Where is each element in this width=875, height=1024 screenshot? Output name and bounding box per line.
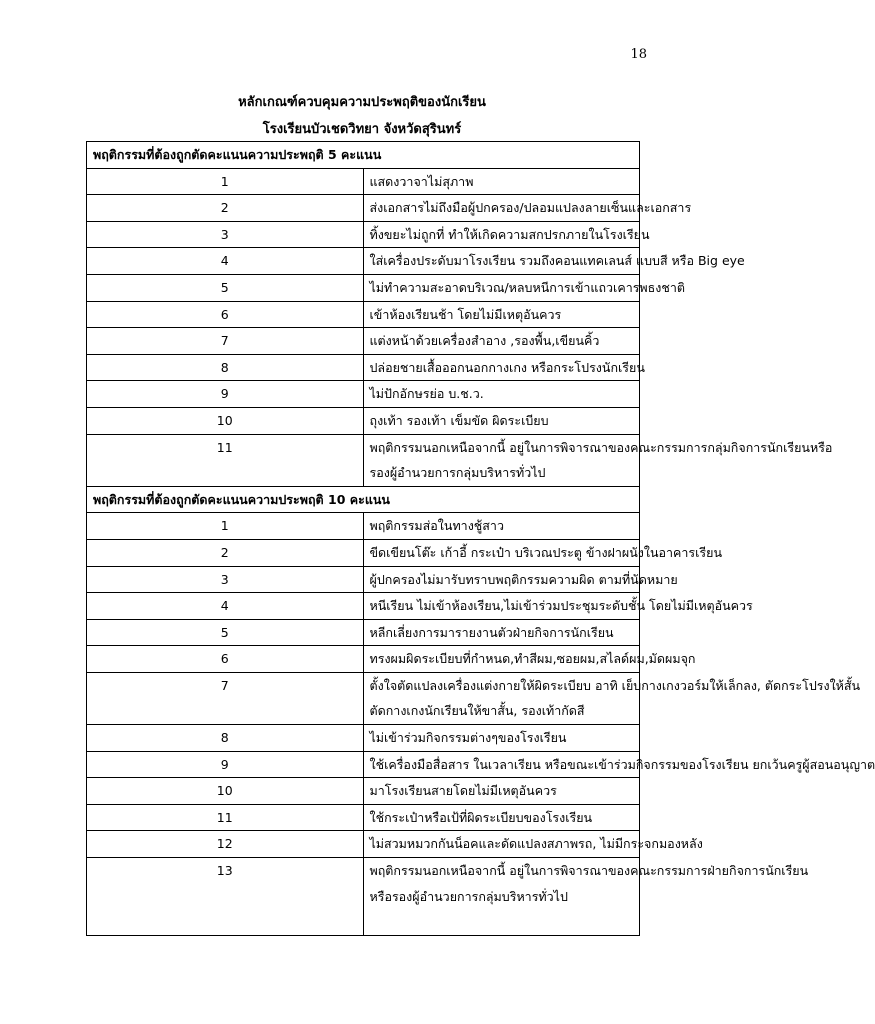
table-row <box>87 566 640 593</box>
table-filler-row <box>87 909 640 936</box>
item-text-line: รองผู้อำนวยการกลุ่มบริหารทั่วไป <box>369 465 546 481</box>
item-text-line: แต่งหน้าด้วยเครื่องสำอาง ,รองพื้น,เขียนคิ้ว <box>369 333 600 349</box>
table-row <box>87 778 640 805</box>
item-number: 9 <box>87 381 364 408</box>
item-text <box>363 646 696 673</box>
item-text-line: ถุงเท้า รองเท้า เข็มขัด ผิดระเบียบ <box>369 412 549 428</box>
item-text-line: ปล่อยชายเสื้อออกนอกกางเกง หรือกระโปรงนักเรียน <box>369 359 645 375</box>
table-row <box>87 434 640 486</box>
table-row <box>87 381 640 408</box>
item-text-line: พฤติกรรมนอกเหนือจากนี้ อยู่ในการพิจารณาของคณะกรรมการกลุ่มกิจการนักเรียนหรือ <box>369 439 833 455</box>
table-row <box>87 407 640 434</box>
table-row <box>87 354 640 381</box>
section-header: พฤติกรรมที่ต้องถูกตัดคะแนนความประพฤติ 10 คะแนน <box>87 486 640 513</box>
item-number: 1 <box>87 168 364 195</box>
item-number: 5 <box>87 619 364 646</box>
school-name: โรงเรียนบัวเชดวิทยา จังหวัดสุรินทร์ <box>262 122 462 137</box>
item-text <box>363 168 640 195</box>
rules-table <box>86 141 875 936</box>
table-row <box>87 858 640 910</box>
item-text <box>363 619 640 646</box>
item-text-line: ไม่สวมหมวกกันน็อคและดัดแปลงสภาพรถ, ไม่มีกระจกมองหลัง <box>369 836 703 852</box>
item-number: 4 <box>87 248 364 275</box>
item-number: 11 <box>87 434 364 486</box>
item-text-line: ไม่เข้าร่วมกิจกรรมต่างๆของโรงเรียน <box>369 730 567 746</box>
item-text <box>363 248 745 275</box>
section-header-row <box>87 142 640 169</box>
item-text <box>363 804 640 831</box>
item-text <box>363 751 875 778</box>
item-text-line: ทรงผมผิดระเบียบที่กำหนด,ทำสีผม,ซอยผม,สไลด์ผม,มัดผมจุก <box>369 651 696 667</box>
item-text-line: ตั้งใจตัดแปลงเครื่องแต่งกายให้ผิดระเบียบ อาทิ เย็บกางเกงวอร์มให้เล็กลง, ตัดกระโปรงให้สั้น <box>369 677 861 693</box>
item-number: 5 <box>87 274 364 301</box>
item-number: 8 <box>87 354 364 381</box>
item-text-line: ตัดกางเกงนักเรียนให้ขาสั้น, รองเท้ากัดสี <box>369 703 585 719</box>
item-number: 13 <box>87 858 364 910</box>
item-text <box>363 195 692 222</box>
item-text <box>363 672 861 724</box>
item-text-line: แสดงวาจาไม่สุภาพ <box>369 173 474 189</box>
item-number: 1 <box>87 513 364 540</box>
table-row <box>87 301 640 328</box>
item-text <box>363 858 809 910</box>
section-header: พฤติกรรมที่ต้องถูกตัดคะแนนความประพฤติ 5 คะแนน <box>87 142 640 169</box>
item-text <box>363 301 640 328</box>
item-text-line: พฤติกรรมส่อในทางชู้สาว <box>369 518 504 534</box>
item-number: 9 <box>87 751 364 778</box>
item-text <box>363 725 640 752</box>
item-text <box>363 381 640 408</box>
table-row <box>87 248 640 275</box>
item-number: 2 <box>87 195 364 222</box>
item-text-line: ทิ้งขยะไม่ถูกที่ ทำให้เกิดความสกปรกภายในโรงเรียน <box>369 226 650 242</box>
item-text-line: ไม่ทำความสะอาดบริเวณ/หลบหนีการเข้าแถวเคารพธงชาติ <box>369 279 686 295</box>
item-text <box>363 354 645 381</box>
table-row <box>87 751 640 778</box>
item-number: 12 <box>87 831 364 858</box>
table-row <box>87 221 640 248</box>
item-number: 8 <box>87 725 364 752</box>
item-text <box>363 513 640 540</box>
table-row <box>87 646 640 673</box>
item-text-line: ผู้ปกครองไม่มารับทราบพฤติกรรมความผิด ตามที่นัดหมาย <box>369 571 678 587</box>
item-text <box>363 778 640 805</box>
item-text-line: มาโรงเรียนสายโดยไม่มีเหตุอันควร <box>369 783 557 799</box>
item-text <box>363 831 703 858</box>
item-text-line: หลีกเลี่ยงการมารายงานตัวฝ่ายกิจการนักเรียน <box>369 624 614 640</box>
item-text-line: ใส่เครื่องประดับมาโรงเรียน รวมถึงคอนแทคเลนส์ แบบสี หรือ Big eye <box>369 253 745 269</box>
item-number: 6 <box>87 646 364 673</box>
item-text <box>363 539 723 566</box>
rules-table-body <box>87 142 875 936</box>
table-row <box>87 539 640 566</box>
item-text-line: ใช้เครื่องมือสื่อสาร ในเวลาเรียน หรือขณะเข้าร่วมกิจกรรมของโรงเรียน ยกเว้นครูผู้สอนอนุญาต <box>369 756 875 772</box>
table-row <box>87 168 640 195</box>
item-text-line: พฤติกรรมนอกเหนือจากนี้ อยู่ในการพิจารณาของคณะกรรมการฝ่ายกิจการนักเรียน <box>369 863 809 879</box>
table-row <box>87 593 640 620</box>
item-text <box>363 274 686 301</box>
item-number: 6 <box>87 301 364 328</box>
item-number: 3 <box>87 221 364 248</box>
table-row <box>87 804 640 831</box>
table-row <box>87 195 640 222</box>
item-text <box>363 328 640 355</box>
table-row <box>87 831 640 858</box>
item-text-line: ขีดเขียนโต๊ะ เก้าอี้ กระเป๋า บริเวณประตู ข้างฝาผนังในอาคารเรียน <box>369 544 723 560</box>
item-number: 4 <box>87 593 364 620</box>
item-number: 2 <box>87 539 364 566</box>
page-number: 18 <box>630 47 647 62</box>
item-text-line: เข้าห้องเรียนช้า โดยไม่มีเหตุอันควร <box>369 306 562 322</box>
table-row <box>87 619 640 646</box>
item-text <box>363 434 833 486</box>
item-text <box>363 593 753 620</box>
item-text <box>363 407 640 434</box>
table-row <box>87 328 640 355</box>
item-number: 3 <box>87 566 364 593</box>
item-text <box>363 221 650 248</box>
item-number: 7 <box>87 328 364 355</box>
item-text-line: หรือรองผู้อำนวยการกลุ่มบริหารทั่วไป <box>369 888 568 904</box>
item-text-line: ใช้กระเป๋าหรือเป้ที่ผิดระเบียบของโรงเรียน <box>369 809 593 825</box>
document-title: หลักเกณฑ์ควบคุมความประพฤติของนักเรียน <box>238 95 486 110</box>
table-row <box>87 513 640 540</box>
item-number: 7 <box>87 672 364 724</box>
item-text <box>363 566 678 593</box>
item-number: 11 <box>87 804 364 831</box>
table-row <box>87 274 640 301</box>
item-text-line: ส่งเอกสารไม่ถึงมือผู้ปกครอง/ปลอมแปลงลายเซ็นและเอกสาร <box>369 200 692 216</box>
item-text-line: หนีเรียน ไม่เข้าห้องเรียน,ไม่เข้าร่วมประชุมระดับชั้น โดยไม่มีเหตุอันควร <box>369 598 753 614</box>
item-number: 10 <box>87 407 364 434</box>
table-row <box>87 672 640 724</box>
item-number: 10 <box>87 778 364 805</box>
table-row <box>87 725 640 752</box>
filler-cell <box>87 909 364 936</box>
section-header-row <box>87 486 640 513</box>
filler-cell <box>363 909 640 936</box>
item-text-line: ไม่ปักอักษรย่อ บ.ช.ว. <box>369 386 484 402</box>
